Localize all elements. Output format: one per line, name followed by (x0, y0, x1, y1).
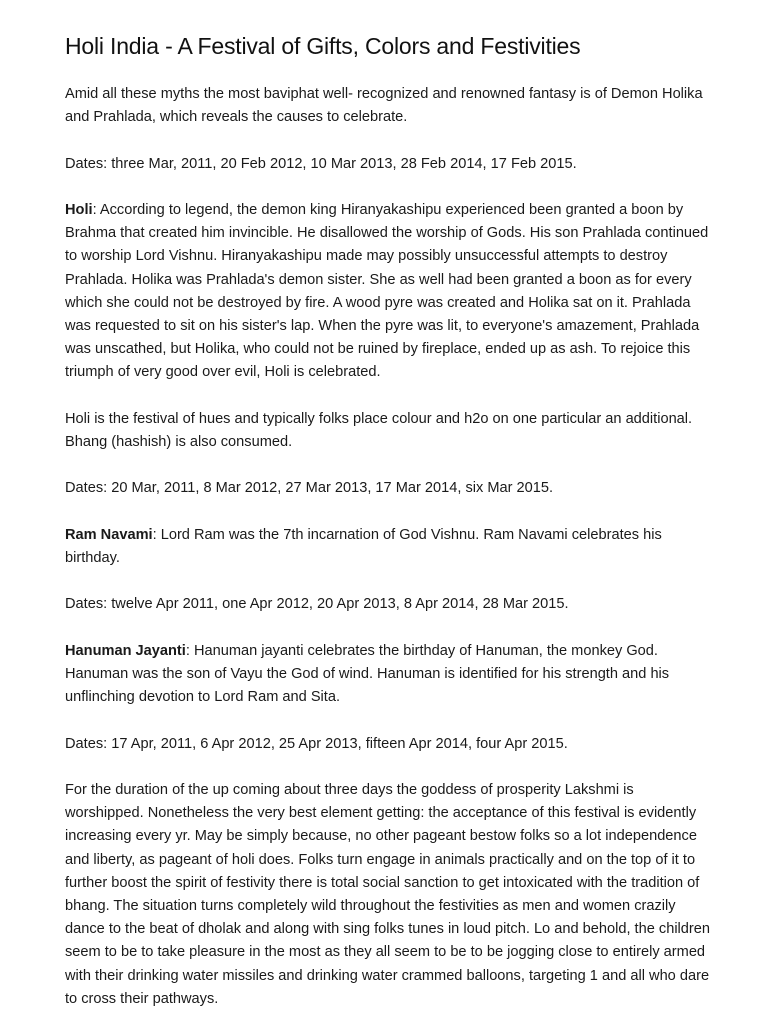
paragraph-text: : Hanuman jayanti celebrates the birthday of Hanuman, the monkey God. Hanuman was the son of Vayu the God of wind. Hanuman is identified for his strength and his unflinching devotion to Lord Ram and Sita. (65, 642, 670, 706)
paragraph-intro (65, 83, 715, 129)
paragraph-text: Holi is the festival of hues and typically folks place colour and h2o on one particular an additional. Bhang (hashish) is also consumed. (65, 410, 693, 450)
paragraph-festivities (65, 779, 715, 1011)
paragraph-holi (65, 199, 715, 385)
paragraph-text: Dates: twelve Apr 2011, one Apr 2012, 20 Apr 2013, 8 Apr 2014, 28 Mar 2015. (65, 596, 569, 613)
paragraph-hanuman-jayanti (65, 640, 715, 710)
paragraph-ram-navami (65, 524, 715, 570)
paragraph-holi-colours (65, 408, 715, 454)
paragraph-dates-holi (65, 477, 715, 500)
paragraph-dates-ram-navami (65, 593, 715, 616)
paragraph-text: Dates: three Mar, 2011, 20 Feb 2012, 10 Mar 2013, 28 Feb 2014, 17 Feb 2015. (65, 155, 577, 172)
paragraph-lead-heading: Holi (65, 201, 93, 218)
paragraph-text: Amid all these myths the most baviphat well- recognized and renowned fantasy is of Demon Holika and Prahlada, which reveals the causes to celebrate. (65, 86, 703, 126)
paragraph-lead-heading: Hanuman Jayanti (65, 642, 186, 659)
paragraph-text: Dates: 20 Mar, 2011, 8 Mar 2012, 27 Mar 2013, 17 Mar 2014, six Mar 2015. (65, 480, 554, 497)
paragraph-text: For the duration of the up coming about three days the goddess of prosperity Lakshmi is worshipped. Nonetheless the very best element getting: the acceptance of this festival is evidently increasing every yr. May be simply because, no other pageant bestow folks so a lot independence and liberty, as pageant of holi does. Folks turn engage in animals practically and on the top of it to further boost the spirit of festivity there is total social sanction to get intoxicated with the tradition of bhang. The situation turns completely wild throughout the festivities as men and women crazily dance to the beat of dholak and along with sing folks tunes in loud pitch. Lo and behold, the children seem to be to take pleasure in the most as they all seem to be to be jogging close to entirely armed with their drinking water missiles and drinking water crammed balloons, targeting 1 and all who dare to cross their pathways. (65, 781, 711, 1007)
paragraph-dates-holika (65, 153, 715, 176)
document-page (65, 30, 715, 1034)
page-title: Holi India - A Festival of Gifts, Colors and Festivities (65, 33, 581, 59)
paragraph-dates-hanuman-jayanti (65, 733, 715, 756)
paragraph-text: : Lord Ram was the 7th incarnation of God Vishnu. Ram Navami celebrates his birthday. (65, 526, 662, 566)
paragraph-text: : According to legend, the demon king Hiranyakashipu experienced been granted a boon by Brahma that created him invincible. He disallowed the worship of Gods. His son Prahlada continued to worship Lord Vishnu. Hiranyakashipu made may possibly unsuccessful attempts to destroy Prahlada. Holika was Prahlada's demon sister. She as well had been granted a boon as for every which she could not be destroyed by fire. A wood pyre was created and Holika sat on it. Prahlada was requested to sit on his sister's lap. When the pyre was lit, to everyone's amazement, Prahlada was unscathed, but Holika, who could not be ruined by fireplace, ended up as ash. To rejoice this triumph of very good over evil, Holi is celebrated. (65, 201, 709, 381)
paragraph-lead-heading: Ram Navami (65, 526, 153, 543)
paragraph-text: Dates: 17 Apr, 2011, 6 Apr 2012, 25 Apr 2013, fifteen Apr 2014, four Apr 2015. (65, 735, 568, 752)
